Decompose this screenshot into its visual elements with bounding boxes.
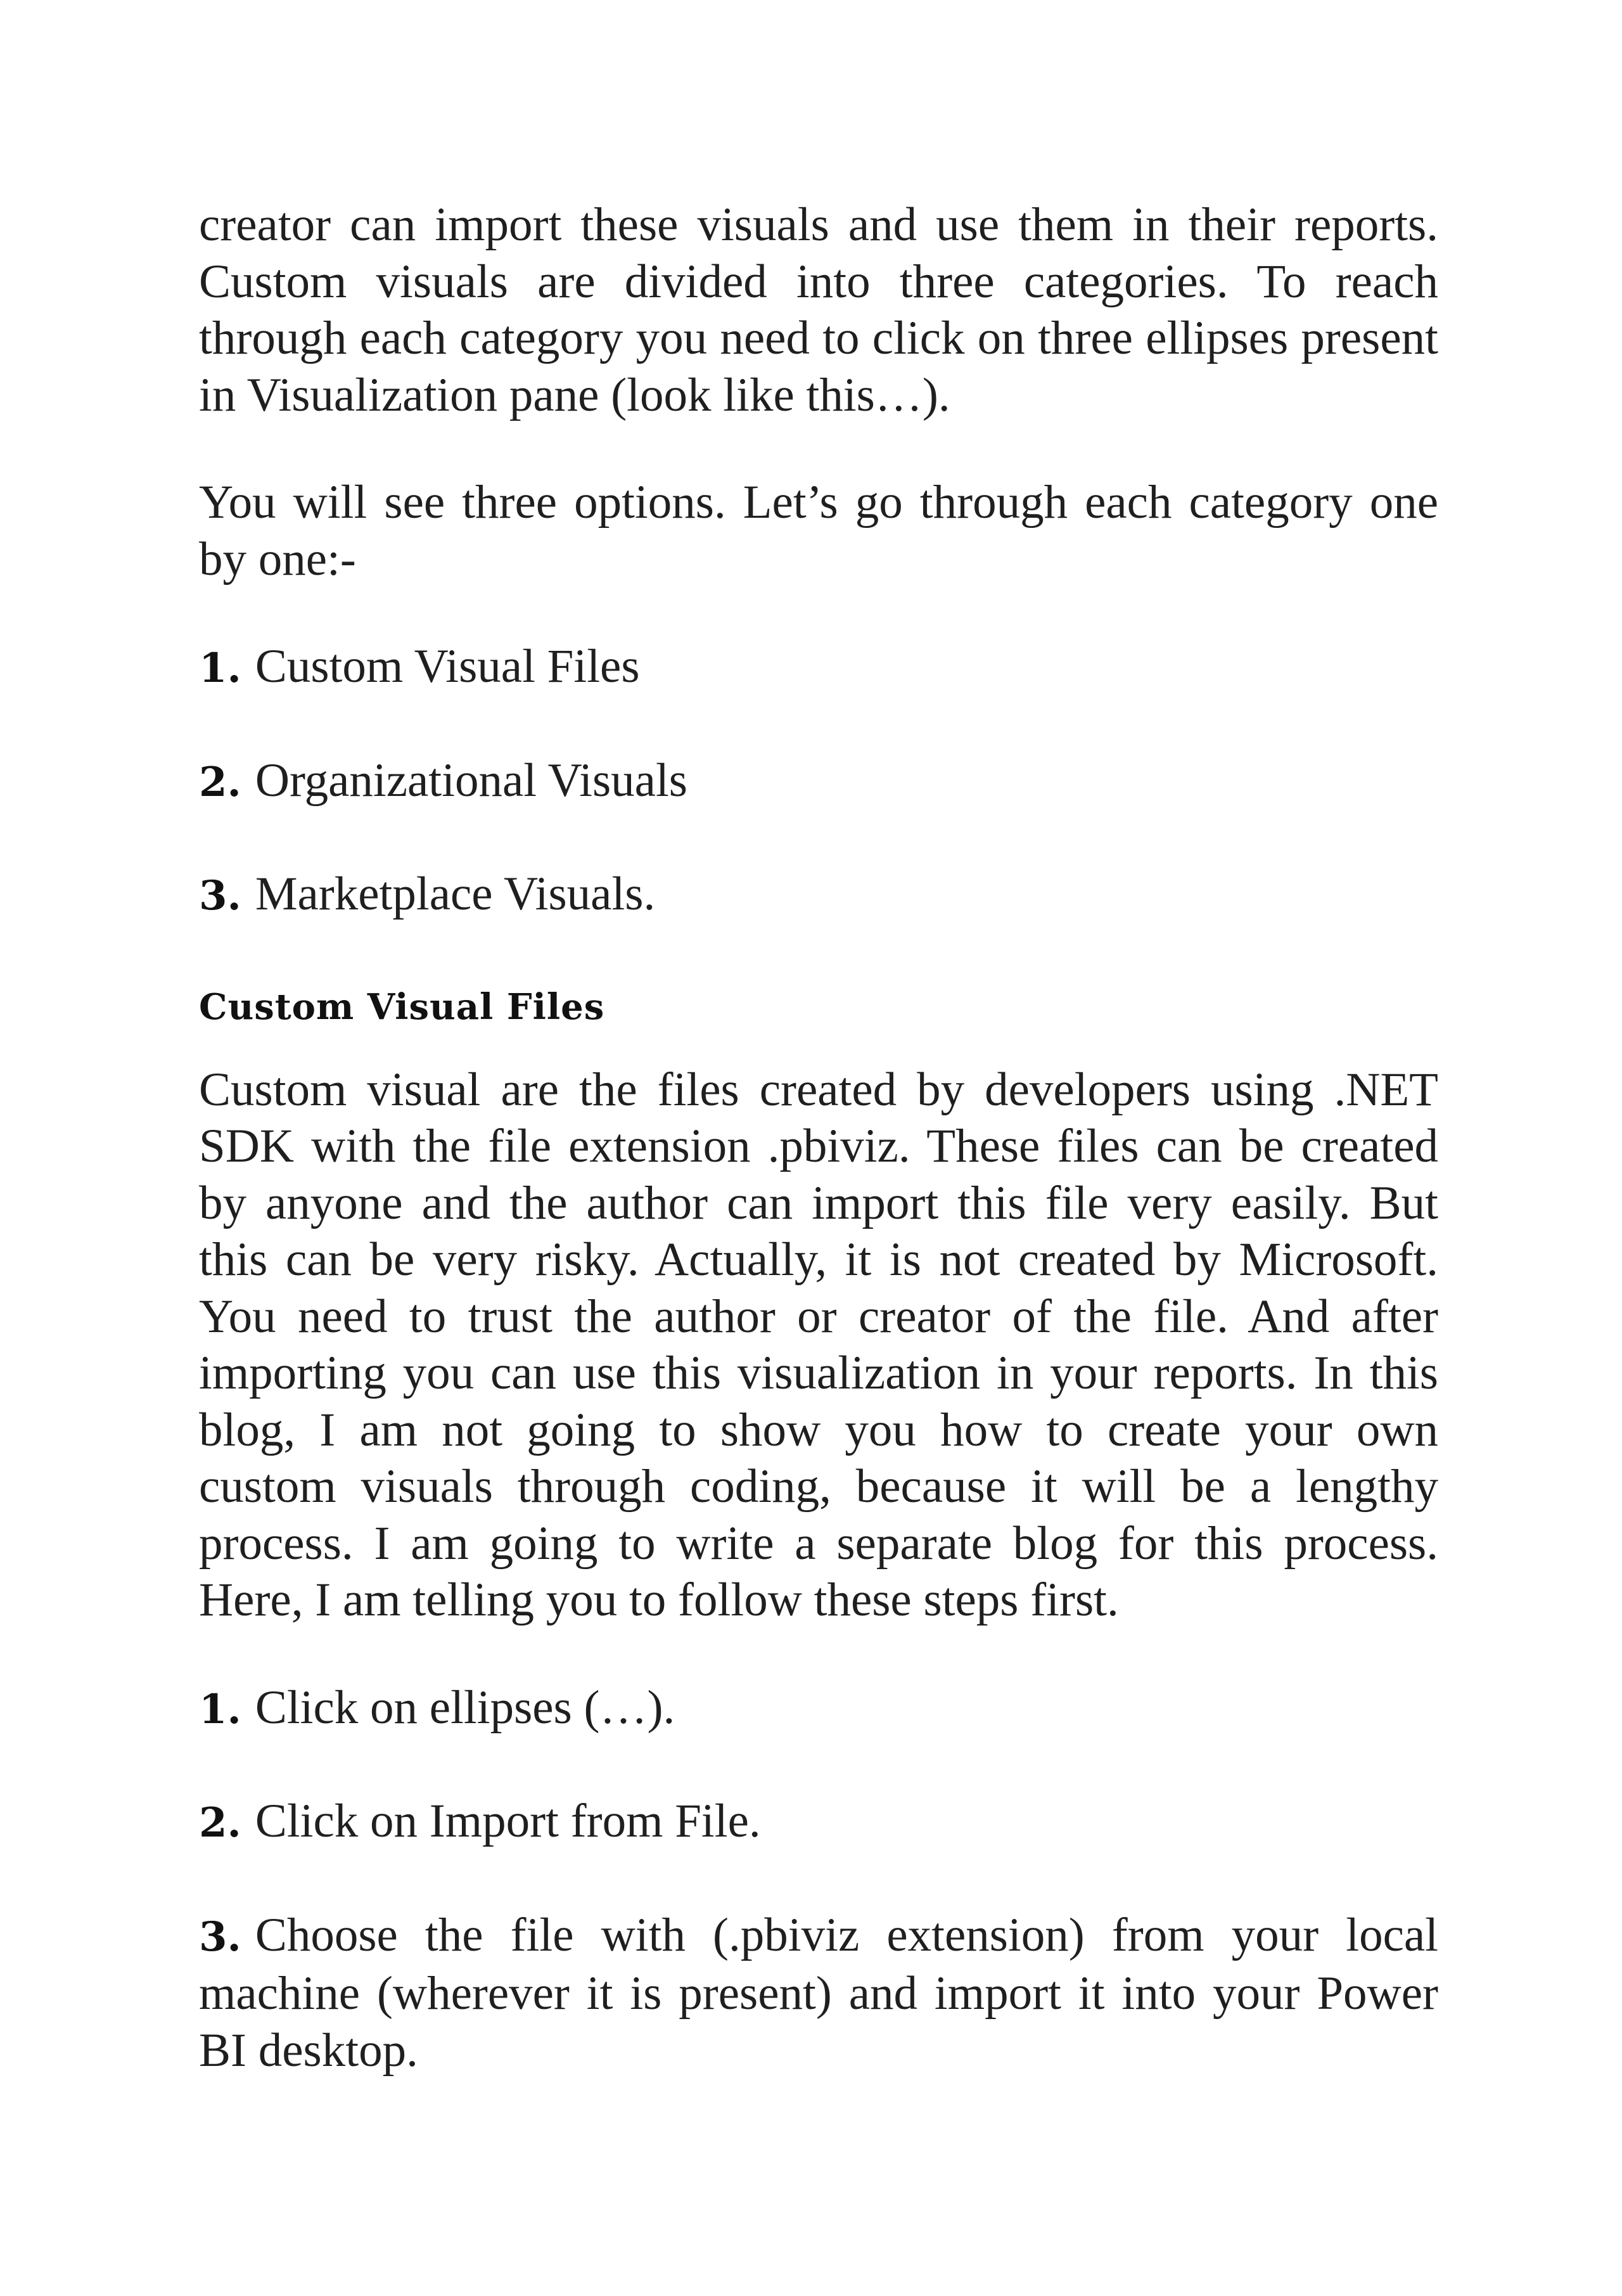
list-item — [199, 1679, 1438, 1738]
list-item-text: Click on ellipses (…). — [255, 1681, 675, 1734]
list-item — [199, 752, 1438, 811]
list-number: 2. — [199, 758, 241, 806]
list-number: 1. — [199, 645, 241, 692]
list-number: 3. — [199, 1913, 241, 1961]
list-item-text: Click on Import from File. — [255, 1795, 761, 1847]
list-number: 3. — [199, 872, 241, 920]
list-number: 2. — [199, 1799, 241, 1847]
section-heading: Custom Visual Files — [199, 985, 605, 1028]
list-item — [199, 1793, 1438, 1852]
list-item-text: Custom Visual Files — [255, 640, 640, 693]
list-item-text: Marketplace Visuals. — [255, 868, 656, 920]
intro-paragraph: creator can import these visuals and use them in their reports. Custom visuals are divided into three categories. To reach through each category you need to click on three ellipses present in Visualization pane (look like this…). — [199, 198, 1438, 421]
list-item — [199, 638, 1438, 697]
section-body-paragraph: Custom visual are the files created by developers using .NET SDK with the file extension .pbiviz. These files can be created by anyone and the author can import this file very easily. But this can be very risky. Actually, it is not created by Microsoft. You need to trust the author or creator of the file. And after importing you can use this visualization in your reports. In this blog, I am not going to show you how to create your own custom visuals through coding, because it will be a lengthy process. I am going to write a separate blog for this process. Here, I am telling you to follow these steps first. — [199, 1063, 1438, 1626]
options-intro-paragraph: You will see three options. Let’s go through each category one by one:- — [199, 476, 1438, 586]
list-item — [199, 866, 1438, 925]
document-page — [199, 196, 1438, 2079]
steps-list — [199, 1679, 1438, 2079]
list-number: 1. — [199, 1685, 241, 1733]
list-item-text: Organizational Visuals — [255, 754, 687, 807]
category-list — [199, 638, 1438, 925]
list-item — [199, 1907, 1438, 2079]
list-item-text: Choose the file with (.pbiviz extension) from your local machine (wherever it is present) and import it into your Power BI desktop. — [199, 1908, 1438, 2077]
